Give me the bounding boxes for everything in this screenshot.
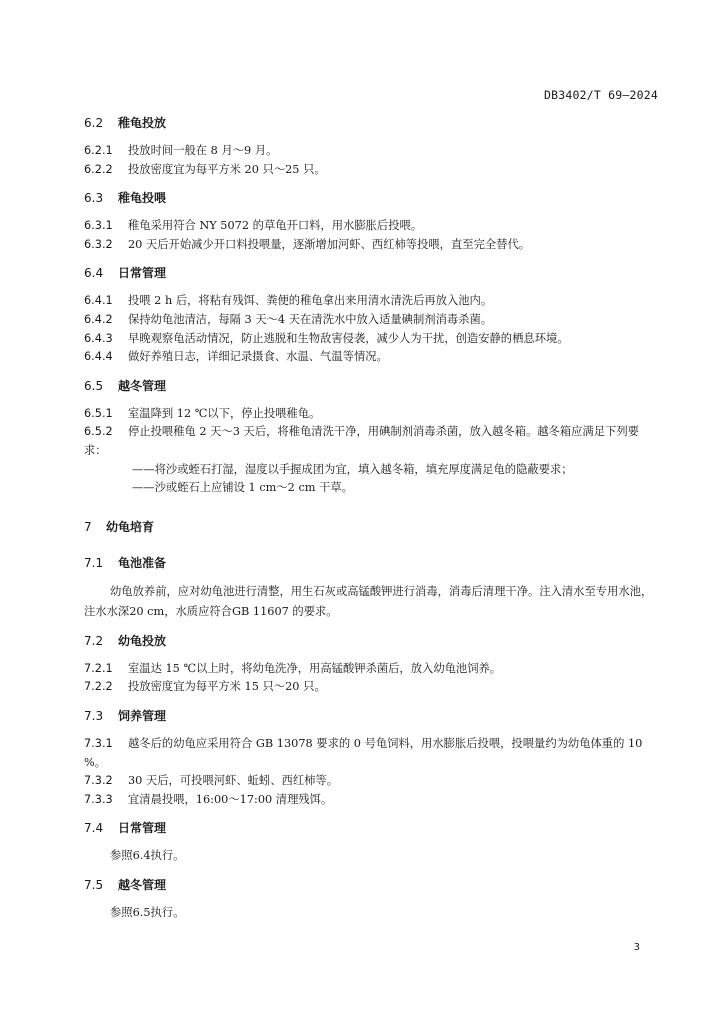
clause-text: 30 天后，可投喂河虾、蚯蚓、西红柿等。	[128, 774, 339, 788]
section-7-2-items	[84, 660, 660, 697]
section-7-5-reference: 参照6.5执行。	[110, 905, 185, 919]
clause-6-4-3	[84, 330, 660, 349]
section-6-3-items	[84, 217, 660, 254]
clause-number: 6.3.1	[84, 219, 113, 233]
clause-7-3-2	[84, 772, 660, 791]
clause-6-2-1	[84, 142, 660, 161]
section-heading-6-3	[84, 189, 660, 207]
clause-text: 投喂 2 h 后，将粘有残饵、粪便的稚龟拿出来用清水清洗后再放入池内。	[128, 294, 493, 308]
section-heading-6-5	[84, 377, 660, 395]
section-7-4-reference: 参照6.4执行。	[110, 849, 185, 863]
clause-number: 6.5.1	[84, 406, 113, 420]
clause-text: 越冬后的幼龟应采用符合 GB 13078 要求的 0 号龟饲料，用水膨胀后投喂，投喂量约为幼龟体重的 10 %。	[84, 736, 643, 769]
section-title: 日常管理	[118, 821, 167, 836]
section-heading-7-1	[84, 554, 660, 572]
section-heading-6-2	[84, 114, 660, 132]
section-number: 7.2	[84, 633, 104, 648]
clause-text: 室温降到 12 ℃以下，停止投喂稚龟。	[128, 406, 321, 420]
section-6-4-items	[84, 292, 660, 366]
section-number: 7.3	[84, 708, 104, 723]
clause-number: 7.3.1	[84, 736, 113, 750]
document-code: DB3402/T 69—2024	[544, 88, 658, 102]
clause-number: 6.4.1	[84, 294, 113, 308]
section-number: 6.4	[84, 266, 104, 281]
document-body	[84, 114, 660, 932]
section-6-2-items	[84, 142, 660, 179]
clause-number: 6.2.1	[84, 144, 113, 157]
clause-number: 6.4.3	[84, 331, 113, 345]
section-title: 饲养管理	[118, 708, 167, 723]
clause-6-5-1	[84, 405, 660, 424]
section-title: 日常管理	[118, 266, 167, 281]
section-number: 6.5	[84, 378, 104, 393]
section-number: 7.5	[84, 877, 104, 892]
clause-7-3-3	[84, 791, 660, 810]
chapter-number: 7	[84, 519, 92, 534]
chapter-heading-7	[84, 518, 660, 536]
clause-text: 早晚观察龟活动情况，防止逃脱和生物敌害侵袭，减少人为干扰，创造安静的栖息环境。	[128, 331, 569, 345]
chapter-title: 幼龟培育	[106, 519, 155, 534]
section-number: 6.3	[84, 191, 104, 206]
clause-text: 保持幼龟池清洁，每隔 3 天～4 天在清洗水中放入适量碘制剂消毒杀菌。	[128, 312, 493, 326]
list-item-dash: ——将沙或蛭石打湿，湿度以手握成团为宜，填入越冬箱，填充厚度满足龟的隐蔽要求；	[132, 462, 573, 476]
section-number: 7.4	[84, 821, 104, 836]
clause-text: 投放密度宜为每平方米 20 只～25 只。	[128, 162, 326, 176]
clause-text: 做好养殖日志，详细记录摄食、水温、气温等情况。	[128, 350, 388, 364]
clause-6-2-2	[84, 161, 660, 180]
clause-6-4-4	[84, 348, 660, 367]
clause-7-2-2	[84, 678, 660, 697]
clause-number: 6.5.2	[84, 425, 113, 439]
clause-text: 停止投喂稚龟 2 天～3 天后，将稚龟清洗干净，用碘制剂消毒杀菌，放入越冬箱。越冬箱应满足下列要求：	[84, 425, 639, 457]
section-title: 龟池准备	[118, 555, 167, 570]
clause-6-4-1	[84, 292, 660, 311]
clause-text: 投放密度宜为每平方米 15 只～20 只。	[128, 680, 326, 694]
section-heading-7-5	[84, 876, 660, 894]
section-6-5-items	[84, 405, 660, 498]
clause-number: 7.3.3	[84, 792, 113, 806]
list-item-dash: ——沙或蛭石上应铺设 1 cm～2 cm 干草。	[132, 481, 353, 495]
section-7-3-items	[84, 735, 660, 809]
clause-number: 7.2.1	[84, 661, 113, 675]
section-heading-7-3	[84, 707, 660, 725]
clause-text: 20 天后开始减少开口料投喂量，逐渐增加河虾、西红柿等投喂，直至完全替代。	[128, 237, 531, 251]
clause-6-4-2	[84, 311, 660, 330]
clause-number: 6.2.2	[84, 162, 113, 176]
clause-6-3-1	[84, 217, 660, 236]
section-heading-7-4	[84, 819, 660, 837]
section-title: 稚龟投放	[118, 116, 167, 130]
clause-7-2-1	[84, 660, 660, 679]
clause-number: 7.2.2	[84, 680, 113, 694]
clause-6-5-2	[84, 423, 660, 460]
section-heading-6-4	[84, 264, 660, 282]
page-number: 3	[633, 942, 640, 953]
section-number: 6.2	[84, 116, 104, 130]
section-heading-7-2	[84, 632, 660, 650]
section-number: 7.1	[84, 555, 104, 570]
clause-text: 投放时间一般在 8 月～9 月。	[128, 144, 278, 157]
clause-number: 6.3.2	[84, 237, 113, 251]
clause-text: 宜清晨投喂，16:00～17:00 清理残饵。	[128, 792, 333, 806]
clause-7-3-1	[84, 735, 660, 772]
section-title: 越冬管理	[118, 378, 167, 393]
section-7-1-paragraph: 幼龟放养前，应对幼龟池进行清整，用生石灰或高锰酸钾进行消毒，消毒后清理干净。注入清水至专用水池，注水水深20 cm，水质应符合GB 11607 的要求。	[84, 584, 653, 618]
clause-number: 6.4.4	[84, 350, 113, 364]
section-title: 幼龟投放	[118, 633, 167, 648]
clause-number: 6.4.2	[84, 312, 113, 326]
clause-number: 7.3.2	[84, 774, 113, 788]
section-title: 稚龟投喂	[118, 191, 167, 206]
clause-6-3-2	[84, 236, 660, 255]
clause-text: 室温达 15 ℃以上时，将幼龟洗净，用高锰酸钾杀菌后，放入幼龟池饲养。	[128, 661, 502, 675]
section-title: 越冬管理	[118, 877, 167, 892]
clause-text: 稚龟采用符合 NY 5072 的草龟开口料，用水膨胀后投喂。	[128, 219, 423, 233]
